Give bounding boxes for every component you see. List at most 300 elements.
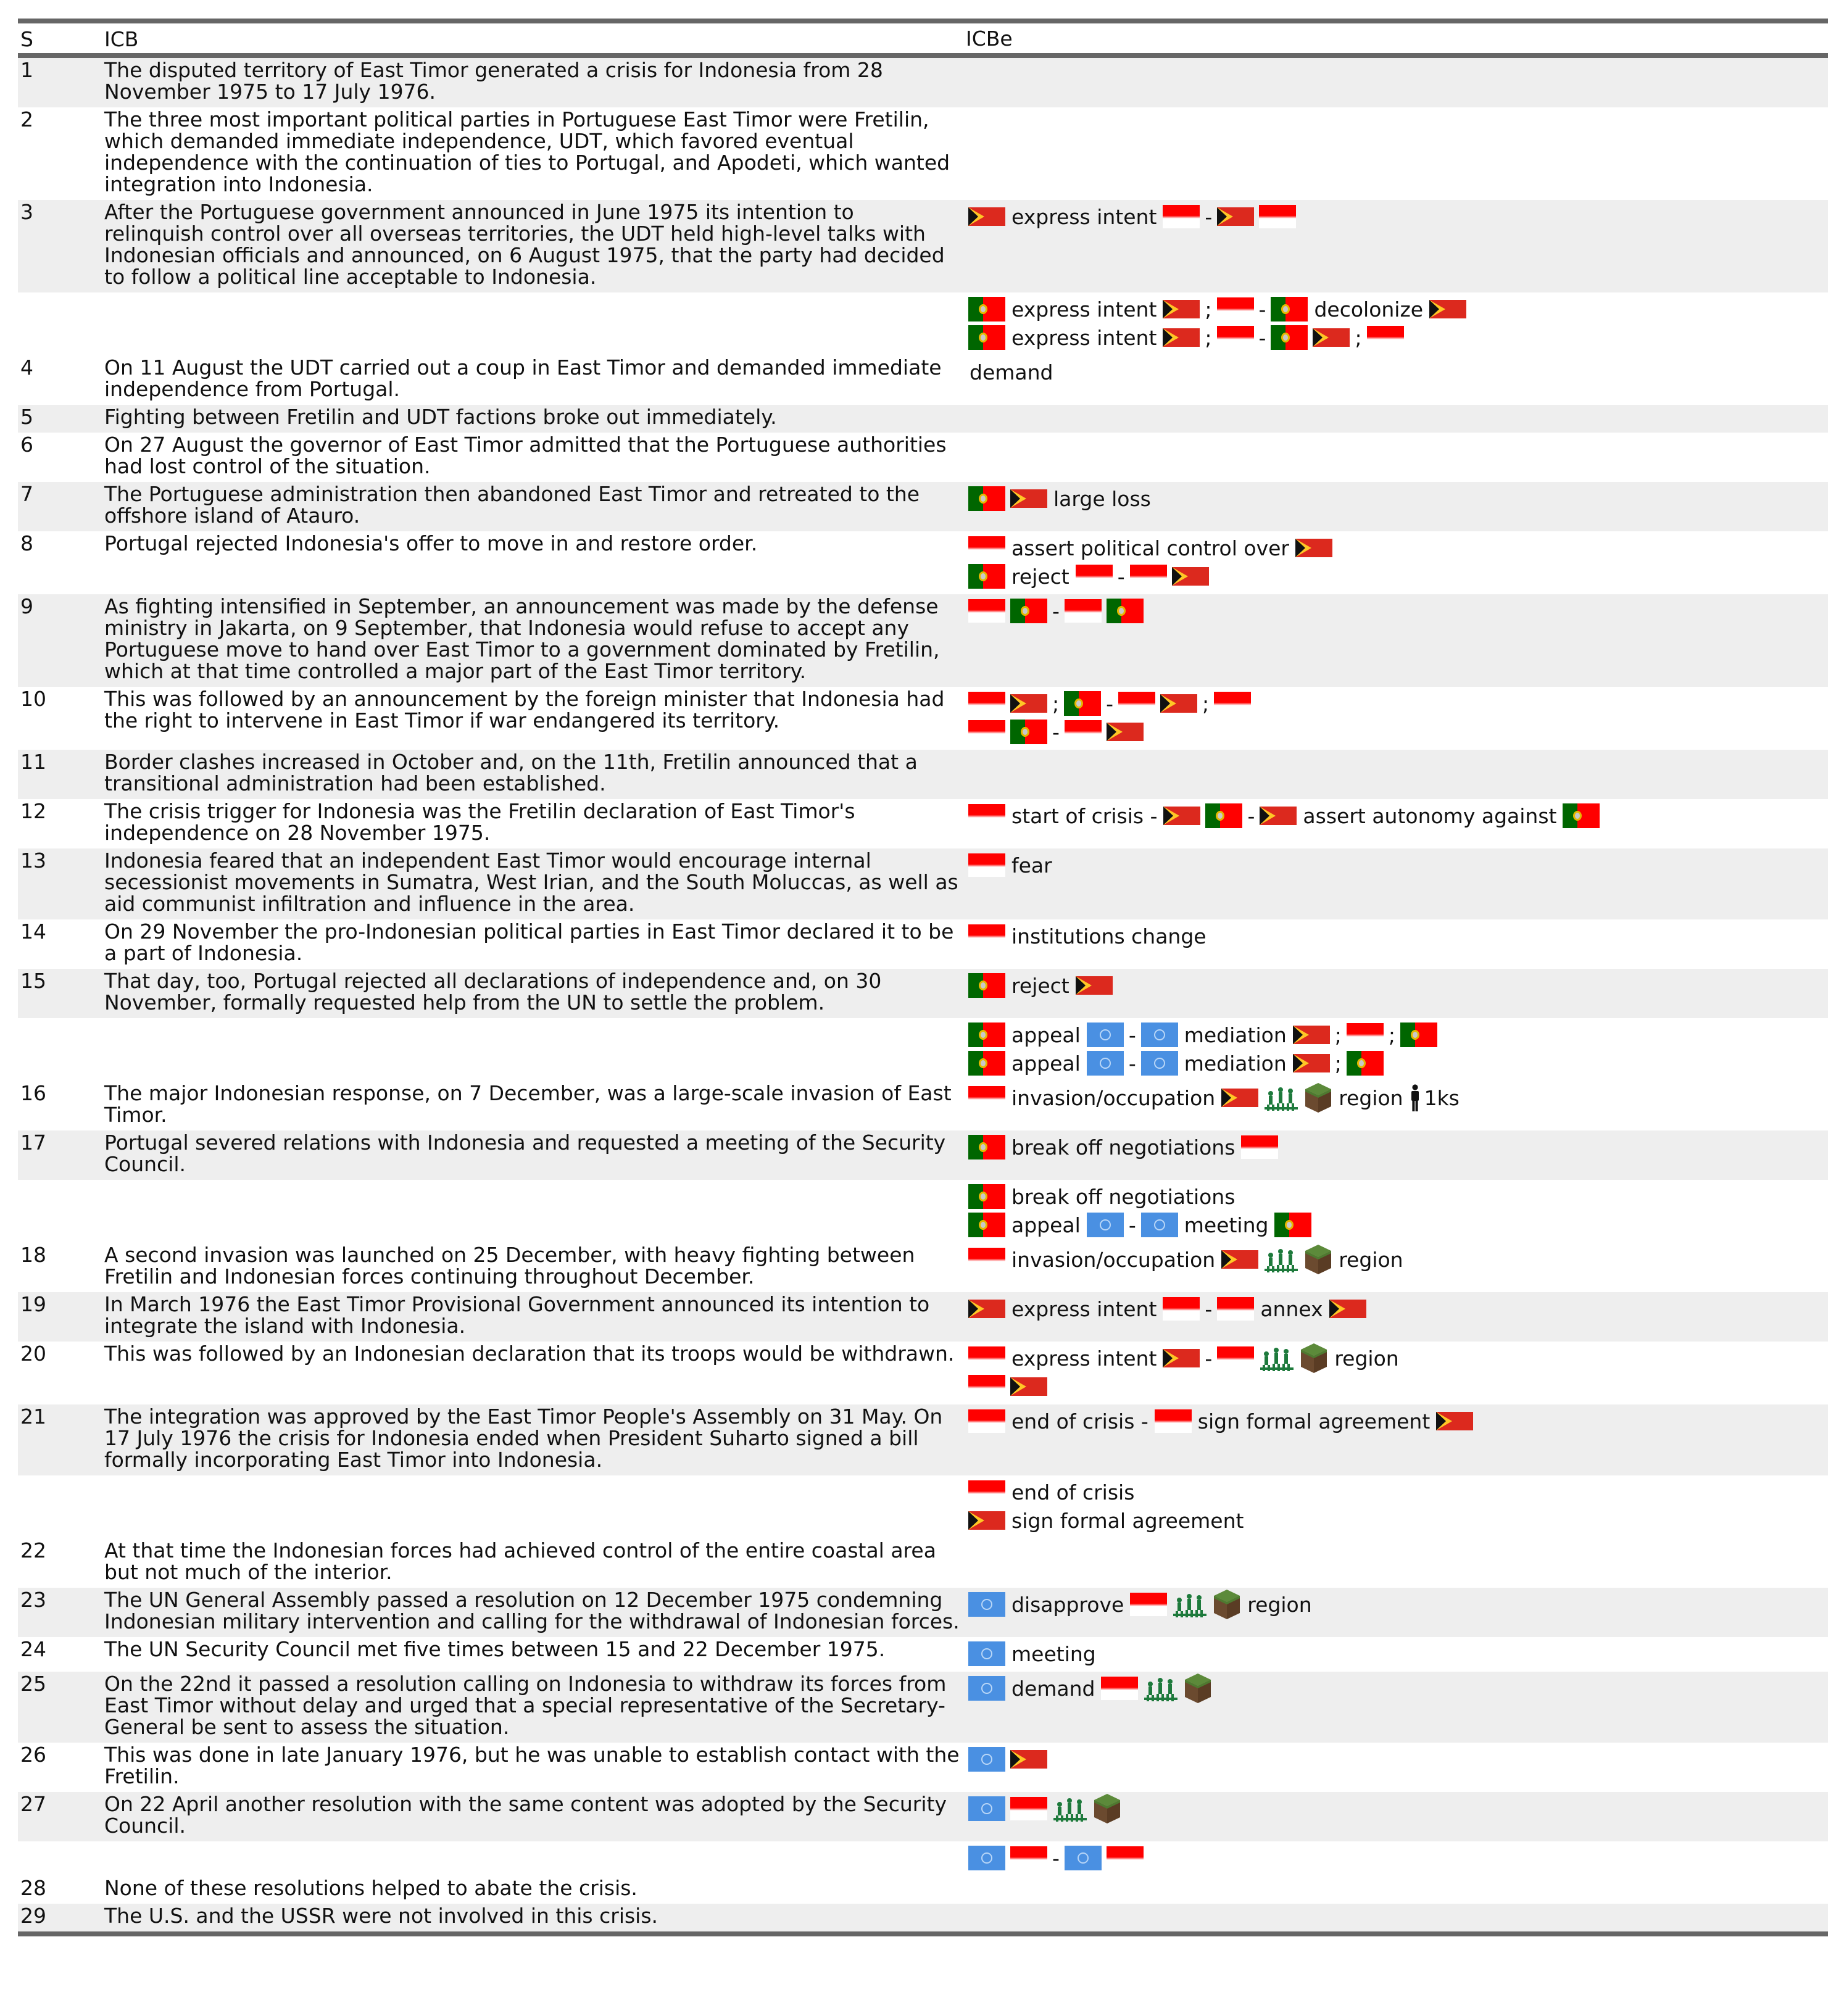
indonesia-flag-icon bbox=[1118, 692, 1155, 715]
portugal-flag-icon bbox=[968, 486, 1005, 511]
icbe-event-line bbox=[966, 1478, 1828, 1506]
sentence-number: 28 bbox=[20, 1876, 46, 1900]
event-label: end of crisis - bbox=[1011, 1409, 1148, 1433]
portugal-flag-icon bbox=[1271, 325, 1308, 350]
separator: - bbox=[1247, 803, 1255, 828]
event-label: express intent bbox=[1011, 297, 1157, 321]
sentence-number: 29 bbox=[20, 1904, 46, 1928]
icbe-events bbox=[966, 848, 1828, 882]
icb-sentence: Fighting between Fretilin and UDT factions broke out immediately. bbox=[104, 405, 777, 429]
icbe-event-line bbox=[966, 718, 1828, 746]
icb-sentence: The U.S. and the USSR were not involved in this crisis. bbox=[104, 1904, 658, 1928]
sentence-number bbox=[18, 292, 104, 294]
un-flag-icon bbox=[1087, 1051, 1124, 1076]
indonesia-flag-icon bbox=[968, 1086, 1005, 1110]
land-icon bbox=[1304, 1083, 1332, 1113]
icb-sentence: A second invasion was launched on 25 December, with heavy fighting between Fretilin and Indonesian forces continuing throughout December. bbox=[104, 1243, 915, 1288]
un-flag-icon bbox=[968, 1796, 1005, 1821]
sentence-number: 9 bbox=[20, 594, 33, 618]
sentence-number: 11 bbox=[20, 750, 46, 774]
icbe-event-line bbox=[966, 1844, 1828, 1872]
icbe-event-line bbox=[966, 1211, 1828, 1239]
sentence-number: 8 bbox=[20, 531, 33, 555]
separator: - bbox=[1106, 691, 1114, 716]
event-label: decolonize bbox=[1314, 297, 1424, 321]
timor-leste-flag-icon bbox=[1217, 207, 1254, 226]
troops-icon bbox=[1259, 1345, 1295, 1371]
event-label: mediation bbox=[1184, 1023, 1287, 1047]
timor-leste-flag-icon bbox=[1172, 567, 1209, 586]
un-flag-icon bbox=[1141, 1023, 1178, 1047]
icb-sentence: The Portuguese administration then abandoned East Timor and retreated to the offshore island of Atauro. bbox=[104, 482, 920, 528]
portugal-flag-icon bbox=[968, 973, 1005, 998]
indonesia-flag-icon bbox=[1217, 1346, 1254, 1370]
header-s: S bbox=[20, 27, 33, 51]
table-row bbox=[18, 58, 1828, 107]
table-row-continuation bbox=[18, 1180, 1828, 1243]
indonesia-flag-icon bbox=[1259, 205, 1296, 228]
table-row bbox=[18, 919, 1828, 969]
event-label: start of crisis - bbox=[1011, 803, 1158, 828]
un-flag-icon bbox=[968, 1641, 1005, 1666]
table-header-rule bbox=[18, 53, 1828, 58]
separator: ; bbox=[1388, 1023, 1395, 1047]
icbe-events bbox=[966, 531, 1828, 593]
icbe-event-line bbox=[966, 689, 1828, 718]
separator: - bbox=[1258, 325, 1266, 350]
icb-sentence: The three most important political parties in Portuguese East Timor were Fretilin, which demanded immediate independence, UDT, which favored eventual independence with the continuation of ties to Portugal, and Apodeti, which wanted integration into Indonesia. bbox=[104, 107, 950, 196]
table-header bbox=[18, 23, 1828, 53]
sentence-number: 14 bbox=[20, 919, 46, 944]
indonesia-flag-icon bbox=[968, 536, 1005, 560]
icb-sentence: The crisis trigger for Indonesia was the Fretilin declaration of East Timor's independence on 28 November 1975. bbox=[104, 799, 855, 845]
icbe-events bbox=[966, 1588, 1828, 1621]
timor-leste-flag-icon bbox=[1163, 807, 1200, 825]
table-row bbox=[18, 1904, 1828, 1931]
header-icbe: ICBe bbox=[966, 26, 1013, 51]
un-flag-icon bbox=[968, 1676, 1005, 1701]
indonesia-flag-icon bbox=[1010, 1797, 1047, 1820]
indonesia-flag-icon bbox=[1217, 297, 1254, 321]
header-icb: ICB bbox=[104, 27, 139, 51]
icbe-event-line bbox=[966, 802, 1828, 830]
icb-sentence: Indonesia feared that an independent East Timor would encourage internal secessionist movements in Sumatra, West Irian, and the South Moluccas, as well as aid communist infiltration and influence in the area. bbox=[104, 848, 958, 916]
sentence-number: 4 bbox=[20, 355, 33, 380]
portugal-flag-icon bbox=[968, 564, 1005, 589]
icb-sentence: On 29 November the pro-Indonesian political parties in East Timor declared it to be a part of Indonesia. bbox=[104, 919, 954, 965]
icbe-event-line bbox=[966, 484, 1828, 513]
icb-sentence: The major Indonesian response, on 7 December, was a large-scale invasion of East Timor. bbox=[104, 1081, 952, 1127]
indonesia-flag-icon bbox=[1163, 1297, 1200, 1321]
icbe-events bbox=[966, 405, 1828, 410]
icbe-events bbox=[966, 1475, 1828, 1537]
troops-icon bbox=[1263, 1247, 1299, 1272]
timor-leste-flag-icon bbox=[1295, 539, 1332, 557]
sentence-number: 3 bbox=[20, 200, 33, 224]
table-row bbox=[18, 750, 1828, 799]
icbe-event-line bbox=[966, 534, 1828, 562]
icbe-events bbox=[966, 594, 1828, 628]
sentence-number: 17 bbox=[20, 1130, 46, 1155]
icbe-events bbox=[966, 1243, 1828, 1276]
icbe-event-line bbox=[966, 1295, 1828, 1323]
un-flag-icon bbox=[968, 1747, 1005, 1772]
indonesia-flag-icon bbox=[1214, 692, 1251, 715]
sentence-number: 21 bbox=[20, 1404, 46, 1429]
sentence-number: 2 bbox=[20, 107, 33, 131]
indonesia-flag-icon bbox=[1217, 1297, 1254, 1321]
table-bottom-rule bbox=[18, 1931, 1828, 1936]
table-row bbox=[18, 482, 1828, 531]
icb-sentence: The UN General Assembly passed a resolution on 12 December 1975 condemning Indonesian military intervention and calling for the withdrawal of Indonesian forces. bbox=[104, 1588, 960, 1633]
event-label: large loss bbox=[1053, 486, 1151, 511]
indonesia-flag-icon bbox=[1130, 565, 1167, 588]
event-label: disapprove bbox=[1011, 1592, 1124, 1617]
icb-sentence bbox=[104, 1180, 966, 1181]
indonesia-flag-icon bbox=[1241, 1135, 1278, 1159]
sentence-number: 6 bbox=[20, 433, 33, 457]
un-flag-icon bbox=[1087, 1023, 1124, 1047]
icbe-event-line bbox=[966, 922, 1828, 950]
table-top-rule bbox=[18, 19, 1828, 23]
indonesia-flag-icon bbox=[968, 804, 1005, 828]
timor-leste-flag-icon bbox=[1163, 300, 1200, 318]
timor-leste-flag-icon bbox=[1221, 1089, 1258, 1107]
icbe-events bbox=[966, 200, 1828, 233]
icbe-event-line bbox=[966, 1344, 1828, 1372]
icbe-event-line bbox=[966, 1049, 1828, 1077]
icbe-event-line bbox=[966, 323, 1828, 352]
icbe-event-line bbox=[966, 1084, 1828, 1112]
icbe-events bbox=[966, 292, 1828, 354]
icbe-events bbox=[966, 1404, 1828, 1438]
person-icon bbox=[1410, 1084, 1421, 1111]
separator: - bbox=[1052, 599, 1060, 623]
table-row bbox=[18, 1538, 1828, 1588]
un-flag-icon bbox=[968, 1592, 1005, 1617]
table-row bbox=[18, 1130, 1828, 1180]
icb-sentence: After the Portuguese government announced in June 1975 its intention to relinquish control over all overseas territories, the UDT held high-level talks with Indonesian officials and announced, on 6 August 1975, that the party had decided to follow a political line acceptable to Indonesia. bbox=[104, 200, 945, 289]
land-icon bbox=[1304, 1245, 1332, 1274]
indonesia-flag-icon bbox=[968, 720, 1005, 744]
portugal-flag-icon bbox=[1010, 720, 1047, 744]
separator: - bbox=[1052, 720, 1060, 744]
indonesia-flag-icon bbox=[968, 1346, 1005, 1370]
timor-leste-flag-icon bbox=[1160, 694, 1197, 713]
icbe-event-line bbox=[966, 971, 1828, 1000]
icb-sentence: Border clashes increased in October and, on the 11th, Fretilin announced that a transitional administration had been established. bbox=[104, 750, 918, 795]
icbe-events bbox=[966, 1672, 1828, 1705]
sentence-number: 27 bbox=[20, 1792, 46, 1816]
icbe-event-line bbox=[966, 1021, 1828, 1049]
timor-leste-flag-icon bbox=[1313, 328, 1350, 347]
indonesia-flag-icon bbox=[1065, 599, 1102, 623]
icb-sentence: Portugal severed relations with Indonesia and requested a meeting of the Security Council. bbox=[104, 1130, 946, 1176]
timor-leste-flag-icon bbox=[1107, 723, 1144, 741]
timor-leste-flag-icon bbox=[1010, 489, 1047, 508]
indonesia-flag-icon bbox=[1347, 1023, 1384, 1047]
table-row-continuation bbox=[18, 1018, 1828, 1081]
separator: ; bbox=[1334, 1051, 1342, 1076]
table-row bbox=[18, 848, 1828, 919]
event-label: express intent bbox=[1011, 204, 1157, 229]
icb-sentence: This was done in late January 1976, but he was unable to establish contact with the Fretilin. bbox=[104, 1743, 960, 1788]
event-label: annex bbox=[1260, 1296, 1323, 1321]
table-row bbox=[18, 1792, 1828, 1841]
separator: - bbox=[1205, 1296, 1213, 1321]
icbe-event-line bbox=[966, 1407, 1828, 1435]
land-icon bbox=[1184, 1674, 1212, 1703]
sentence-number: 15 bbox=[20, 969, 46, 993]
icb-sentence: This was followed by an announcement by the foreign minister that Indonesia had the right to intervene in East Timor if war endangered its territory. bbox=[104, 687, 945, 732]
icb-sentence: That day, too, Portugal rejected all declarations of independence and, on 30 November, formally requested help from the UN to settle the problem. bbox=[104, 969, 882, 1014]
timor-leste-flag-icon bbox=[1163, 1349, 1200, 1367]
icb-sentence: On 27 August the governor of East Timor admitted that the Portuguese authorities had lost control of the situation. bbox=[104, 433, 947, 478]
table-row-continuation bbox=[18, 1475, 1828, 1538]
portugal-flag-icon bbox=[1347, 1051, 1384, 1076]
separator: - bbox=[1128, 1023, 1136, 1047]
icbe-events bbox=[966, 1792, 1828, 1825]
event-label: assert autonomy against bbox=[1303, 803, 1557, 828]
sentence-number: 5 bbox=[20, 405, 33, 429]
separator: ; bbox=[1202, 691, 1210, 716]
separator: - bbox=[1205, 1346, 1213, 1371]
timor-leste-flag-icon bbox=[968, 1300, 1005, 1318]
icbe-events bbox=[966, 1637, 1828, 1670]
icb-sentence: Portugal rejected Indonesia's offer to move in and restore order. bbox=[104, 531, 758, 555]
portugal-flag-icon bbox=[968, 297, 1005, 321]
troops-icon bbox=[1143, 1675, 1179, 1701]
icbe-event-line bbox=[966, 202, 1828, 231]
troops-icon bbox=[1172, 1591, 1208, 1617]
icbe-events bbox=[966, 1081, 1828, 1114]
icbe-event-line bbox=[966, 1674, 1828, 1703]
sentence-number: 7 bbox=[20, 482, 33, 506]
indonesia-flag-icon bbox=[968, 1375, 1005, 1398]
table-row bbox=[18, 405, 1828, 433]
separator: ; bbox=[1052, 691, 1060, 716]
portugal-flag-icon bbox=[1563, 803, 1600, 828]
icbe-events bbox=[966, 1743, 1828, 1776]
icbe-events bbox=[966, 1904, 1828, 1909]
icb-sentence: In March 1976 the East Timor Provisional Government announced its intention to integrate the island with Indonesia. bbox=[104, 1292, 930, 1338]
un-flag-icon bbox=[1141, 1051, 1178, 1076]
icb-sentence bbox=[104, 292, 966, 294]
table-row bbox=[18, 1876, 1828, 1904]
table-row bbox=[18, 355, 1828, 405]
indonesia-flag-icon bbox=[1107, 1846, 1144, 1870]
icb-sentence: On 11 August the UDT carried out a coup in East Timor and demanded immediate independence from Portugal. bbox=[104, 355, 942, 401]
land-icon bbox=[1213, 1590, 1241, 1619]
event-label: invasion/occupation bbox=[1011, 1247, 1216, 1272]
icbe-events bbox=[966, 482, 1828, 515]
table-row bbox=[18, 433, 1828, 482]
sentence-number: 18 bbox=[20, 1243, 46, 1267]
icbe-events bbox=[966, 1876, 1828, 1881]
portugal-flag-icon bbox=[1064, 691, 1101, 716]
event-label: appeal bbox=[1011, 1213, 1081, 1237]
un-flag-icon bbox=[968, 1846, 1005, 1870]
separator: ; bbox=[1334, 1023, 1342, 1047]
portugal-flag-icon bbox=[968, 1213, 1005, 1237]
event-label: region bbox=[1247, 1592, 1312, 1617]
separator: ; bbox=[1205, 297, 1212, 321]
table-row bbox=[18, 687, 1828, 750]
icbe-event-line bbox=[966, 1372, 1828, 1401]
indonesia-flag-icon bbox=[968, 853, 1005, 877]
table-row bbox=[18, 531, 1828, 594]
timor-leste-flag-icon bbox=[1436, 1412, 1473, 1430]
table-row bbox=[18, 1081, 1828, 1130]
icbe-events bbox=[966, 919, 1828, 953]
event-label: express intent bbox=[1011, 1296, 1157, 1321]
land-icon bbox=[1300, 1343, 1328, 1373]
separator: ; bbox=[1205, 325, 1212, 350]
icb-sentence: As fighting intensified in September, an announcement was made by the defense ministry in Jakarta, on 9 September, that Indonesia would refuse to accept any Portuguese move to hand over East Timor to a government dominated by Fretilin, which at that time controlled a major part of the East Timor territory. bbox=[104, 594, 940, 683]
table-row bbox=[18, 1637, 1828, 1672]
event-label: demand bbox=[1011, 1676, 1095, 1701]
event-label: reject bbox=[1011, 564, 1069, 589]
icbe-event-line bbox=[966, 1182, 1828, 1211]
sentence-number: 26 bbox=[20, 1743, 46, 1767]
event-label: meeting bbox=[1011, 1641, 1096, 1666]
separator: - bbox=[1258, 297, 1266, 321]
sentence-number bbox=[18, 1180, 104, 1181]
icbe-event-line bbox=[966, 1794, 1828, 1823]
timor-leste-flag-icon bbox=[1329, 1300, 1366, 1318]
timor-leste-flag-icon bbox=[1293, 1054, 1330, 1072]
event-label: mediation bbox=[1184, 1051, 1287, 1076]
timor-leste-flag-icon bbox=[968, 1511, 1005, 1530]
icb-sentence bbox=[104, 1475, 966, 1477]
sentence-number bbox=[18, 1475, 104, 1477]
sentence-number: 13 bbox=[20, 848, 46, 873]
indonesia-flag-icon bbox=[968, 924, 1005, 948]
portugal-flag-icon bbox=[1010, 599, 1047, 623]
timor-leste-flag-icon bbox=[1076, 976, 1113, 995]
icbe-events bbox=[966, 1538, 1828, 1543]
timor-leste-flag-icon bbox=[1163, 328, 1200, 347]
icbe-events bbox=[966, 355, 1828, 389]
timor-leste-flag-icon bbox=[1221, 1250, 1258, 1269]
land-icon bbox=[1093, 1794, 1121, 1823]
indonesia-flag-icon bbox=[1101, 1677, 1138, 1700]
event-label: break off negotiations bbox=[1011, 1135, 1236, 1159]
sentence-number: 23 bbox=[20, 1588, 46, 1612]
icb-sentence bbox=[104, 1841, 966, 1843]
portugal-flag-icon bbox=[1107, 599, 1144, 623]
icbe-event-line bbox=[966, 1640, 1828, 1668]
un-flag-icon bbox=[1065, 1846, 1102, 1870]
indonesia-flag-icon bbox=[1155, 1409, 1192, 1433]
indonesia-flag-icon bbox=[968, 692, 1005, 715]
indonesia-flag-icon bbox=[1367, 326, 1404, 349]
event-label: fear bbox=[1011, 853, 1052, 877]
portugal-flag-icon bbox=[968, 325, 1005, 350]
icbe-events bbox=[966, 750, 1828, 755]
troops-icon bbox=[1052, 1796, 1088, 1822]
event-label: express intent bbox=[1011, 325, 1157, 350]
event-label: assert political control over bbox=[1011, 536, 1289, 560]
separator: - bbox=[1128, 1213, 1136, 1237]
event-label: appeal bbox=[1011, 1051, 1081, 1076]
separator: ; bbox=[1355, 325, 1362, 350]
sentence-number: 16 bbox=[20, 1081, 46, 1105]
event-label: institutions change bbox=[1011, 924, 1206, 948]
icbe-event-line bbox=[966, 295, 1828, 323]
separator: - bbox=[1117, 564, 1125, 589]
indonesia-flag-icon bbox=[968, 1409, 1005, 1433]
icbe-event-line bbox=[966, 1133, 1828, 1161]
event-label: demand bbox=[970, 360, 1053, 384]
un-flag-icon bbox=[1087, 1213, 1124, 1237]
portugal-flag-icon bbox=[1274, 1213, 1311, 1237]
icbe-events bbox=[966, 433, 1828, 438]
portugal-flag-icon bbox=[968, 1184, 1005, 1209]
un-flag-icon bbox=[1141, 1213, 1178, 1237]
indonesia-flag-icon bbox=[1010, 1846, 1047, 1870]
sentence-number: 19 bbox=[20, 1292, 46, 1316]
icbe-event-line bbox=[966, 358, 1828, 386]
icb-sentence: The integration was approved by the East Timor People's Assembly on 31 May. On 17 July 1976 the crisis for Indonesia ended when President Suharto signed a bill formally incorporating East Timor into Indonesia. bbox=[104, 1404, 943, 1472]
icbe-event-line bbox=[966, 1590, 1828, 1619]
icb-sentence bbox=[104, 1018, 966, 1019]
event-label: sign formal agreement bbox=[1197, 1409, 1431, 1433]
table-row bbox=[18, 969, 1828, 1018]
icbe-events bbox=[966, 1018, 1828, 1080]
table-row bbox=[18, 1292, 1828, 1342]
timor-leste-flag-icon bbox=[1293, 1026, 1330, 1044]
sentence-number: 24 bbox=[20, 1637, 46, 1661]
icbe-events bbox=[966, 799, 1828, 832]
event-label: sign formal agreement bbox=[1011, 1508, 1244, 1533]
separator: - bbox=[1052, 1846, 1060, 1870]
timor-leste-flag-icon bbox=[1010, 1377, 1047, 1396]
table-row bbox=[18, 107, 1828, 200]
table-row bbox=[18, 1342, 1828, 1404]
icbe-event-line bbox=[966, 1745, 1828, 1773]
event-label: invasion/occupation bbox=[1011, 1085, 1216, 1110]
event-label: region bbox=[1339, 1085, 1403, 1110]
icbe-event-line bbox=[966, 1245, 1828, 1274]
portugal-flag-icon bbox=[968, 1051, 1005, 1076]
portugal-flag-icon bbox=[968, 1023, 1005, 1047]
icbe-events bbox=[966, 1130, 1828, 1164]
table-row bbox=[18, 1672, 1828, 1743]
table-row bbox=[18, 1743, 1828, 1792]
table-row bbox=[18, 799, 1828, 848]
timor-leste-flag-icon bbox=[1010, 1750, 1047, 1769]
indonesia-flag-icon bbox=[968, 599, 1005, 623]
icb-sentence: None of these resolutions helped to abate the crisis. bbox=[104, 1876, 638, 1900]
icbe-events bbox=[966, 687, 1828, 749]
icbe-event-line bbox=[966, 597, 1828, 625]
sentence-number bbox=[18, 1018, 104, 1019]
table-row bbox=[18, 200, 1828, 292]
icbe-event-line bbox=[966, 851, 1828, 879]
event-label: end of crisis bbox=[1011, 1480, 1135, 1504]
event-label: express intent bbox=[1011, 1346, 1157, 1371]
sentence-number: 1 bbox=[20, 58, 33, 82]
icb-sentence: At that time the Indonesian forces had achieved control of the entire coastal area but not much of the interior. bbox=[104, 1538, 936, 1584]
indonesia-flag-icon bbox=[1130, 1593, 1167, 1616]
event-label: region bbox=[1339, 1247, 1403, 1272]
event-label: break off negotiations bbox=[1011, 1184, 1236, 1209]
sentence-number bbox=[18, 1841, 104, 1843]
icb-sentence: On 22 April another resolution with the same content was adopted by the Security Council. bbox=[104, 1792, 947, 1838]
event-label: region bbox=[1334, 1346, 1399, 1371]
events-table bbox=[18, 19, 1828, 1936]
